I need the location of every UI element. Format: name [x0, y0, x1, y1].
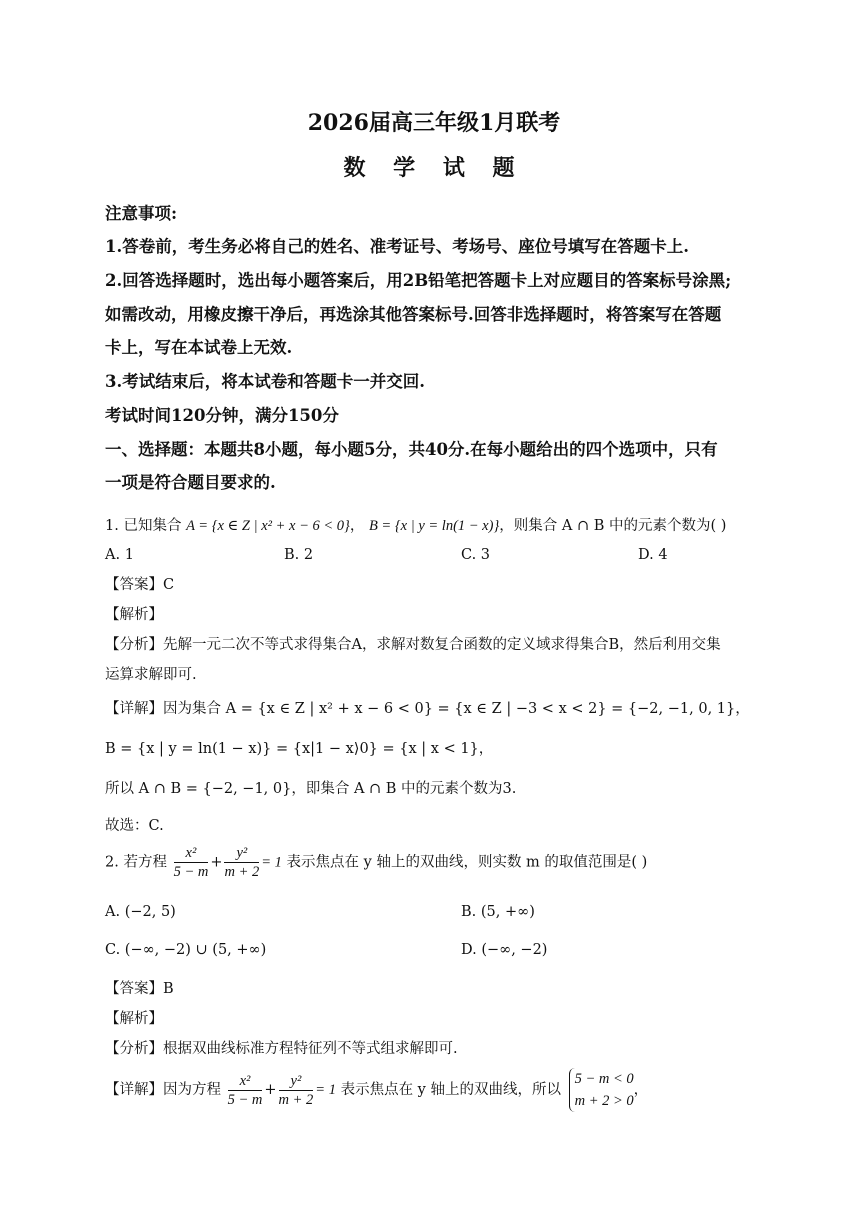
q2-option-c: C. (−∞, −2) ∪ (5, +∞) — [105, 942, 267, 958]
q2-detail-fraction-y — [279, 1072, 314, 1109]
notice-item-2-line-3: 卡上，写在本试卷上无效. — [105, 338, 293, 357]
q1-option-c: C. 3 — [461, 547, 491, 563]
q2-option-a: A. (−2, 5) — [105, 904, 176, 920]
q1-analysis-label: 【解析】 — [105, 607, 163, 623]
q2-detail-fraction-x-numerator: x² — [228, 1072, 263, 1091]
q1-stem-suffix: ，则集合 A ∩ B 中的元素个数为( ) — [499, 518, 727, 534]
section-1-line-1: 一、选择题：本题共8小题，每小题5分，共40分.在每小题给出的四个选项中，只有 — [105, 440, 718, 459]
q2-stem: 2. 若方程 $\frac{\text{x²}}{5 - m}$ + $\frac{\text{y²}}{m + 2}$ = 1 表示焦点在 y 轴上的双曲线，则实数 m 的取值范围是( ) — [105, 845, 648, 880]
q1-answer: 【答案】C — [105, 577, 175, 593]
notice-item-1: 1.答卷前，考生务必将自己的姓名、准考证号、考场号、座位号填写在答题卡上. — [105, 237, 689, 256]
q2-detail-fraction-x-denominator: 5 − m — [227, 1091, 263, 1108]
q2-fraction-x-denominator: 5 − m — [173, 864, 209, 880]
q2-inequality-2: m + 2 > 0 — [574, 1093, 634, 1109]
notice-item-2-line-1: 2.回答选择题时，选出每小题答案后，用2B铅笔把答题卡上对应题目的答案标号涂黑; — [105, 271, 732, 290]
q2-detail-prefix: 【详解】因为方程 — [105, 1082, 221, 1098]
q2-fenxi: 【分析】根据双曲线标准方程特征列不等式组求解即可. — [105, 1041, 458, 1057]
exam-time: 考试时间120分钟，满分150分 — [105, 406, 339, 425]
notice-heading: 注意事项: — [105, 204, 178, 223]
q2-stem-suffix: 表示焦点在 y 轴上的双曲线，则实数 m 的取值范围是( ) — [286, 854, 648, 871]
q2-inequality-1: 5 − m < 0 — [574, 1071, 634, 1087]
q2-answer: 【答案】B — [105, 981, 174, 997]
exam-subtitle: 数 学 试 题 — [343, 155, 525, 181]
q2-equals-one: = 1 — [261, 854, 282, 871]
q1-detail-line-1: 【详解】因为集合 A = {x ∈ Z | x² + x − 6 < 0} = {x ∈ Z | −3 < x < 2} = {−2, −1, 0, 1}， — [105, 701, 750, 717]
q2-option-d: D. (−∞, −2) — [461, 942, 548, 958]
q2-detail: 【详解】因为方程 $\frac{\text{x²}}{5 - m}$ + $\frac{\text{y²}}{m + 2}$ = 1 表示焦点在 y 轴上的双曲线，所以 5 − m < 0 m + 2 > 0 ， — [105, 1068, 648, 1112]
q2-inequality-system — [569, 1068, 634, 1112]
q1-option-b: B. 2 — [284, 547, 314, 563]
q2-analysis-label: 【解析】 — [105, 1011, 163, 1027]
q1-set-b: B = {x | y = ln(1 − x)} — [368, 518, 500, 534]
q2-fraction-x — [174, 844, 209, 881]
notice-item-2-line-2: 如需改动，用橡皮擦干净后，再选涂其他答案标号.回答非选择题时，将答案写在答题 — [105, 305, 722, 324]
section-1-line-2: 一项是符合题目要求的. — [105, 473, 276, 492]
q1-stem-prefix: 1. 已知集合 — [105, 518, 182, 534]
q1-option-d: D. 4 — [638, 547, 668, 563]
q2-detail-fraction-y-numerator: y² — [279, 1072, 314, 1091]
notice-item-3: 3.考试结束后，将本试卷和答题卡一并交回. — [105, 372, 425, 391]
q2-detail-fraction-y-denominator: m + 2 — [278, 1091, 314, 1108]
q1-detail-line-2: B = {x | y = ln(1 − x)} = {x|1 − x⟩0} = {x | x < 1}， — [105, 741, 494, 757]
q2-fraction-y — [224, 844, 259, 881]
q2-detail-fraction-x — [228, 1072, 263, 1109]
q2-fraction-x-numerator: x² — [174, 844, 209, 863]
q1-fenxi-line-2: 运算求解即可. — [105, 667, 197, 683]
q2-fraction-y-numerator: y² — [224, 844, 259, 863]
q2-detail-equals-one: = 1 — [315, 1082, 336, 1098]
q2-option-b: B. (5, +∞) — [461, 904, 535, 920]
q2-stem-prefix: 2. 若方程 — [105, 854, 167, 871]
q1-stem: 1. 已知集合 A = {x ∈ Z | x² + x − 6 < 0}， B = {x | y = ln(1 − x)}，则集合 A ∩ B 中的元素个数为( ) — [105, 518, 727, 534]
q1-detail-line-3: 所以 A ∩ B = {−2, −1, 0}，即集合 A ∩ B 中的元素个数为3. — [105, 781, 517, 797]
q1-option-a: A. 1 — [105, 547, 134, 563]
q1-choice: 故选：C. — [105, 818, 164, 834]
q1-set-a: A = {x ∈ Z | x² + x − 6 < 0} — [186, 518, 350, 534]
q2-detail-mid: 表示焦点在 y 轴上的双曲线，所以 — [340, 1082, 561, 1098]
exam-title: 2026届高三年级1月联考 — [307, 110, 561, 136]
q2-fraction-y-denominator: m + 2 — [224, 864, 260, 880]
q1-fenxi-line-1: 【分析】先解一元二次不等式求得集合A，求解对数复合函数的定义域求得集合B，然后利用交集 — [105, 637, 721, 653]
